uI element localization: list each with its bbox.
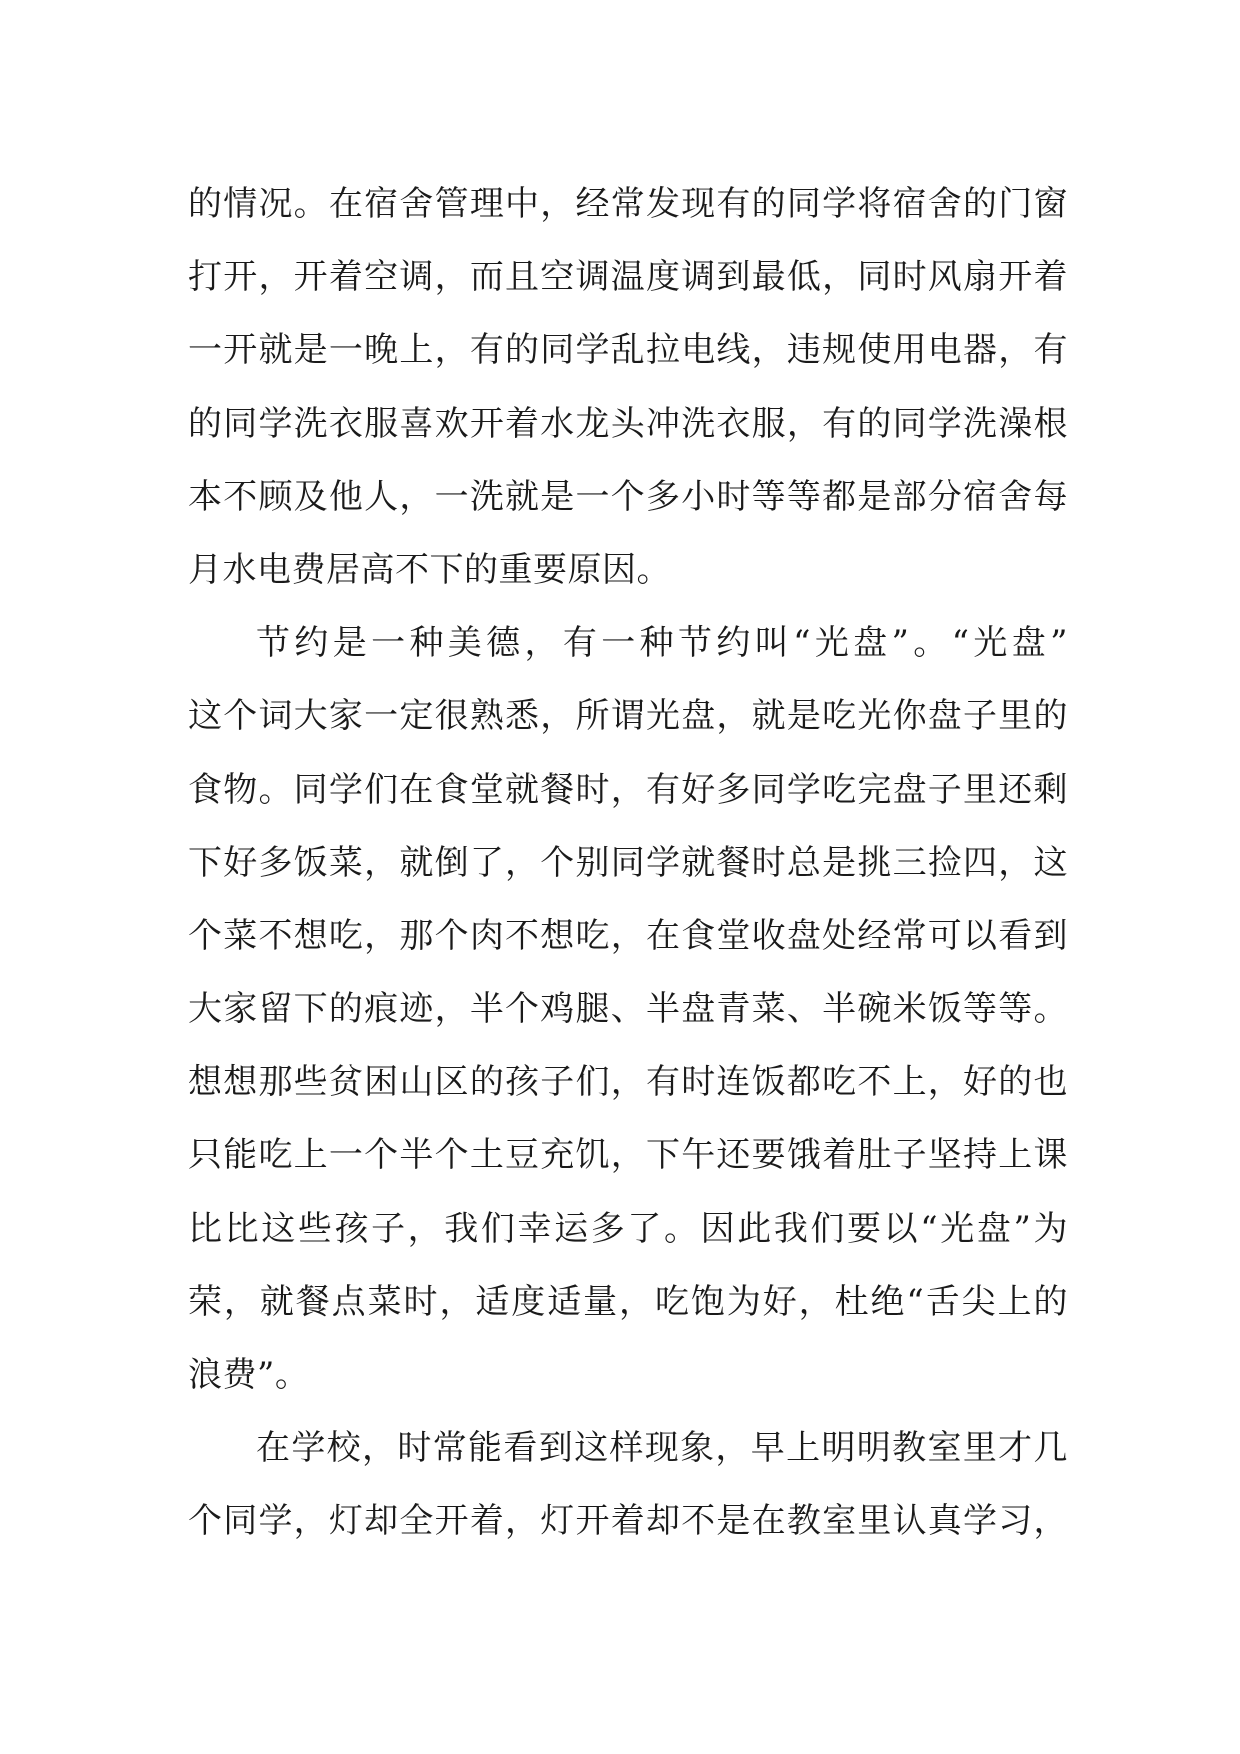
text-line: 本不顾及他人，一洗就是一个多小时等等都是部分宿舍每 — [188, 476, 1068, 517]
text-line: 节约是一种美德，有一种节约叫“光盘”。“光盘” — [256, 623, 1068, 664]
text-line: 大家留下的痕迹，半个鸡腿、半盘青菜、半碗米饭等等。 — [188, 989, 1068, 1030]
text-line: 只能吃上一个半个土豆充饥，下午还要饿着肚子坚持上课 — [188, 1135, 1068, 1176]
text-line: 的情况。在宿舍管理中，经常发现有的同学将宿舍的门窗 — [188, 184, 1068, 224]
text-line: 的同学洗衣服喜欢开着水龙头冲洗衣服，有的同学洗澡根 — [188, 403, 1068, 444]
text-line: 浪费”。 — [188, 1355, 310, 1395]
text-line: 想想那些贫困山区的孩子们，有时连饭都吃不上，好的也 — [188, 1062, 1068, 1103]
text-line: 食物。同学们在食堂就餐时，有好多同学吃完盘子里还剩 — [188, 769, 1068, 810]
text-line: 比比这些孩子，我们幸运多了。因此我们要以“光盘”为 — [188, 1208, 1068, 1249]
text-line: 下好多饭菜，就倒了，个别同学就餐时总是挑三捡四，这 — [188, 842, 1068, 883]
text-line: 荣，就餐点菜时，适度适量，吃饱为好，杜绝“舌尖上的 — [188, 1281, 1068, 1322]
text-line: 打开，开着空调，而且空调温度调到最低，同时风扇开着 — [188, 257, 1068, 298]
text-line: 个同学，灯却全开着，灯开着却不是在教室里认真学习， — [188, 1501, 1068, 1542]
text-line: 个菜不想吃，那个肉不想吃，在食堂收盘处经常可以看到 — [188, 915, 1068, 956]
text-line: 这个词大家一定很熟悉，所谓光盘，就是吃光你盘子里的 — [188, 696, 1068, 737]
paragraph-2 — [188, 607, 1068, 1412]
paragraph-1 — [188, 168, 1068, 607]
text-line: 月水电费居高不下的重要原因。 — [188, 549, 671, 590]
body-text — [188, 168, 1068, 1559]
text-line: 一开就是一晚上，有的同学乱拉电线，违规使用电器，有 — [188, 330, 1068, 371]
text-line: 在学校，时常能看到这样现象，早上明明教室里才几 — [256, 1428, 1068, 1469]
paragraph-3 — [188, 1412, 1068, 1558]
